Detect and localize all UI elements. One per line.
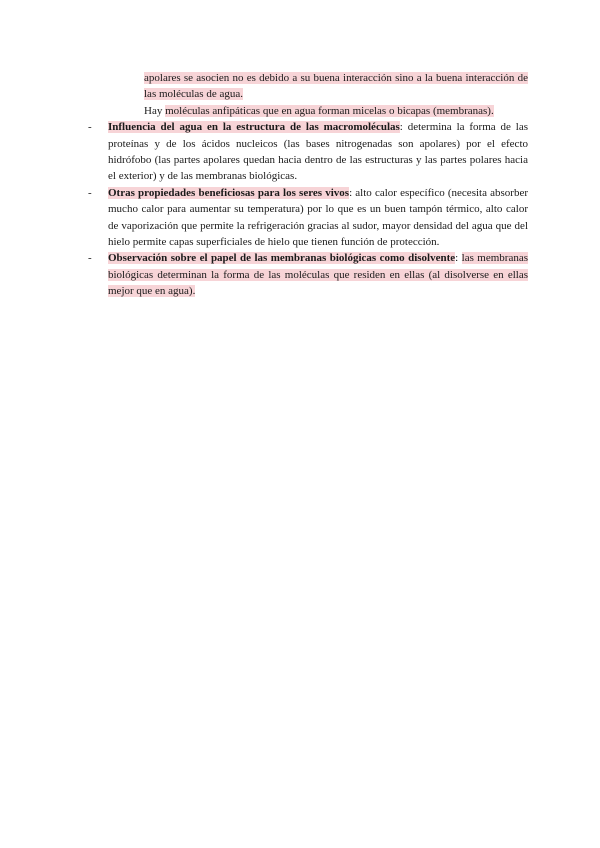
list-item-heading: Otras propiedades beneficiosas para los seres vivos (108, 186, 350, 199)
list-item-separator: : (455, 252, 462, 265)
plain-text: Hay (144, 104, 166, 117)
list-dash: - (88, 121, 92, 134)
list-item-body: : alto calor específico (necesita absorber mucho calor para aumentar su temperatura) por lo que es un buen tampón térmico, alto calor de vaporización que permite la refrigeración gracias al sudor, mayor densidad del agua que del hielo permite capas superficiales de hielo que tienen función de protección. (108, 186, 529, 249)
highlighted-text: moléculas anfipáticas que en agua forman micelas o bicapas (membranas). (165, 104, 494, 117)
list-item-text (108, 119, 528, 185)
list-item-text (108, 185, 528, 251)
list-item-heading: Observación sobre el papel de las membranas biológicas como disolvente (108, 252, 456, 265)
document-body (88, 70, 528, 300)
continuation-paragraph (144, 70, 528, 103)
list-item-macromolecules (88, 119, 528, 185)
list-item-body: las membranas biológicas determinan la forma de las moléculas que residen en ellas (al disolverse en ellas mejor que en agua). (108, 252, 528, 298)
list-item-membranes (88, 250, 528, 299)
list-dash: - (88, 186, 92, 199)
list-dash: - (88, 252, 92, 265)
highlighted-text: apolares se asocien no es debido a su buena interacción sino a la buena interacción de las moléculas de agua. (144, 72, 528, 101)
amphipathic-paragraph (144, 103, 528, 119)
continuation-block (144, 70, 528, 119)
list-item-other-properties (88, 185, 528, 251)
list-item-text (108, 250, 528, 299)
list-item-heading: Influencia del agua en la estructura de las macromoléculas (108, 121, 400, 134)
list-item-body: : determina la forma de las proteínas y de los ácidos nucleicos (las bases nitrogenadas son apolares) por el efecto hidrófobo (las partes apolares quedan hacia dentro de las estructuras y las partes polares hacia el exterior) y de las membranas biológicas. (108, 121, 528, 183)
